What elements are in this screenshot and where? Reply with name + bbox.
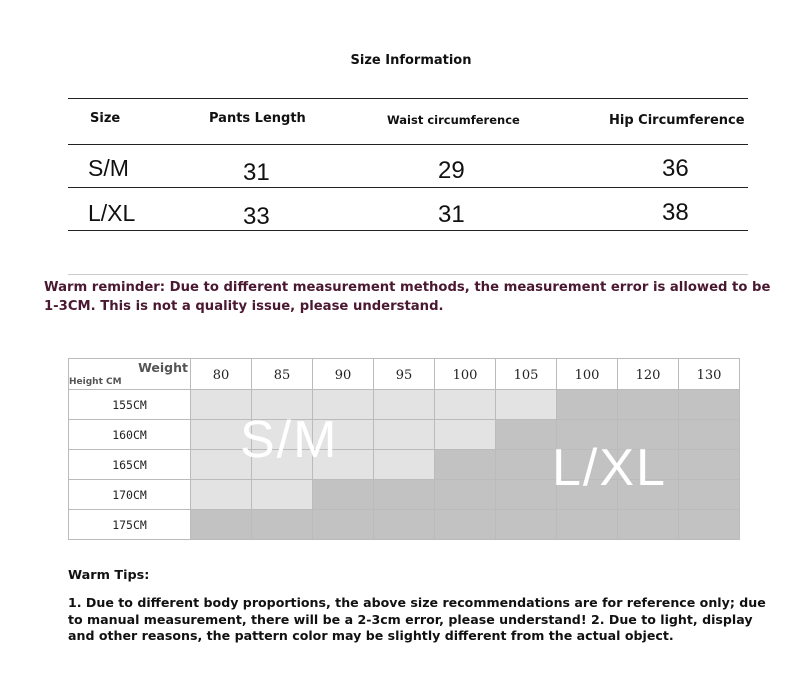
page-title: Size Information bbox=[350, 53, 472, 68]
zone-cell-lxl bbox=[679, 450, 740, 480]
tips-title: Warm Tips: bbox=[68, 568, 150, 583]
table-header-rule bbox=[68, 144, 748, 145]
zone-cell-lxl bbox=[374, 510, 435, 540]
weight-header-cell: 95 bbox=[374, 359, 435, 390]
zone-cell-lxl bbox=[679, 390, 740, 420]
warm-reminder: Warm reminder: Due to different measurement methods, the measurement error is allowed to be 1-3CM. This is not a quality issue, please understand. bbox=[44, 280, 771, 314]
tips-body: 1. Due to different body proportions, the above size recommendations are for reference only; due to manual measurement, there will be a 2-3cm error, please understand! 2. Due to light, display and other reasons, the pattern color may be slightly different from the actual object. bbox=[68, 595, 766, 643]
height-row-label: 165CM bbox=[69, 450, 191, 480]
row-size: S/M bbox=[88, 155, 129, 181]
row-waist: 29 bbox=[438, 157, 465, 184]
weight-header-cell: 120 bbox=[618, 359, 679, 390]
header-size: Size bbox=[90, 111, 121, 126]
weight-axis-label: Weight bbox=[138, 360, 188, 375]
header-waist: Waist circumference bbox=[387, 113, 520, 127]
section-divider bbox=[68, 274, 748, 275]
zone-cell-lxl bbox=[679, 510, 740, 540]
zone-cell-sm bbox=[191, 480, 252, 510]
zone-cell-lxl bbox=[557, 390, 618, 420]
zone-cell-sm bbox=[435, 390, 496, 420]
zone-cell-lxl bbox=[435, 450, 496, 480]
weight-header-cell: 85 bbox=[252, 359, 313, 390]
size-zone-label-lxl: L/XL bbox=[552, 439, 667, 497]
zone-cell-lxl bbox=[435, 510, 496, 540]
zone-cell-lxl bbox=[618, 510, 679, 540]
zone-cell-lxl bbox=[252, 510, 313, 540]
row-hip: 36 bbox=[662, 155, 689, 182]
zone-cell-sm bbox=[252, 480, 313, 510]
zone-cell-lxl bbox=[496, 420, 557, 450]
zone-cell-lxl bbox=[313, 480, 374, 510]
zone-cell-lxl bbox=[496, 480, 557, 510]
header-hip: Hip Circumference bbox=[609, 113, 745, 128]
table-top-rule bbox=[68, 98, 748, 99]
zone-cell-sm bbox=[496, 390, 557, 420]
height-row-label: 155CM bbox=[69, 390, 191, 420]
zone-cell-lxl bbox=[191, 510, 252, 540]
zone-cell-sm bbox=[374, 390, 435, 420]
table-bottom-rule bbox=[68, 230, 748, 231]
row-pants-length: 33 bbox=[243, 203, 270, 230]
height-row-label: 175CM bbox=[69, 510, 191, 540]
zone-cell-lxl bbox=[618, 390, 679, 420]
zone-cell-lxl bbox=[435, 480, 496, 510]
weight-header-cell: 100 bbox=[557, 359, 618, 390]
weight-header-cell: 80 bbox=[191, 359, 252, 390]
height-row-label: 170CM bbox=[69, 480, 191, 510]
row-hip: 38 bbox=[662, 199, 689, 226]
row-waist: 31 bbox=[438, 201, 465, 228]
size-chart bbox=[68, 358, 741, 541]
row-pants-length: 31 bbox=[243, 159, 270, 186]
zone-cell-sm bbox=[435, 420, 496, 450]
table-row-rule bbox=[68, 187, 748, 188]
zone-cell-lxl bbox=[679, 420, 740, 450]
size-zone-label-sm: S/M bbox=[240, 411, 339, 469]
weight-header-cell: 90 bbox=[313, 359, 374, 390]
height-row-label: 160CM bbox=[69, 420, 191, 450]
zone-cell-lxl bbox=[496, 450, 557, 480]
zone-cell-sm bbox=[374, 420, 435, 450]
header-pants-length: Pants Length bbox=[209, 111, 306, 126]
weight-header-cell: 130 bbox=[679, 359, 740, 390]
weight-header-cell: 100 bbox=[435, 359, 496, 390]
zone-cell-sm bbox=[374, 450, 435, 480]
zone-cell-lxl bbox=[496, 510, 557, 540]
row-size: L/XL bbox=[88, 200, 136, 226]
zone-cell-lxl bbox=[679, 480, 740, 510]
chart-corner bbox=[69, 359, 191, 390]
zone-cell-lxl bbox=[374, 480, 435, 510]
weight-header-cell: 105 bbox=[496, 359, 557, 390]
height-axis-label: Height CM bbox=[69, 377, 122, 387]
zone-cell-lxl bbox=[557, 510, 618, 540]
zone-cell-lxl bbox=[313, 510, 374, 540]
